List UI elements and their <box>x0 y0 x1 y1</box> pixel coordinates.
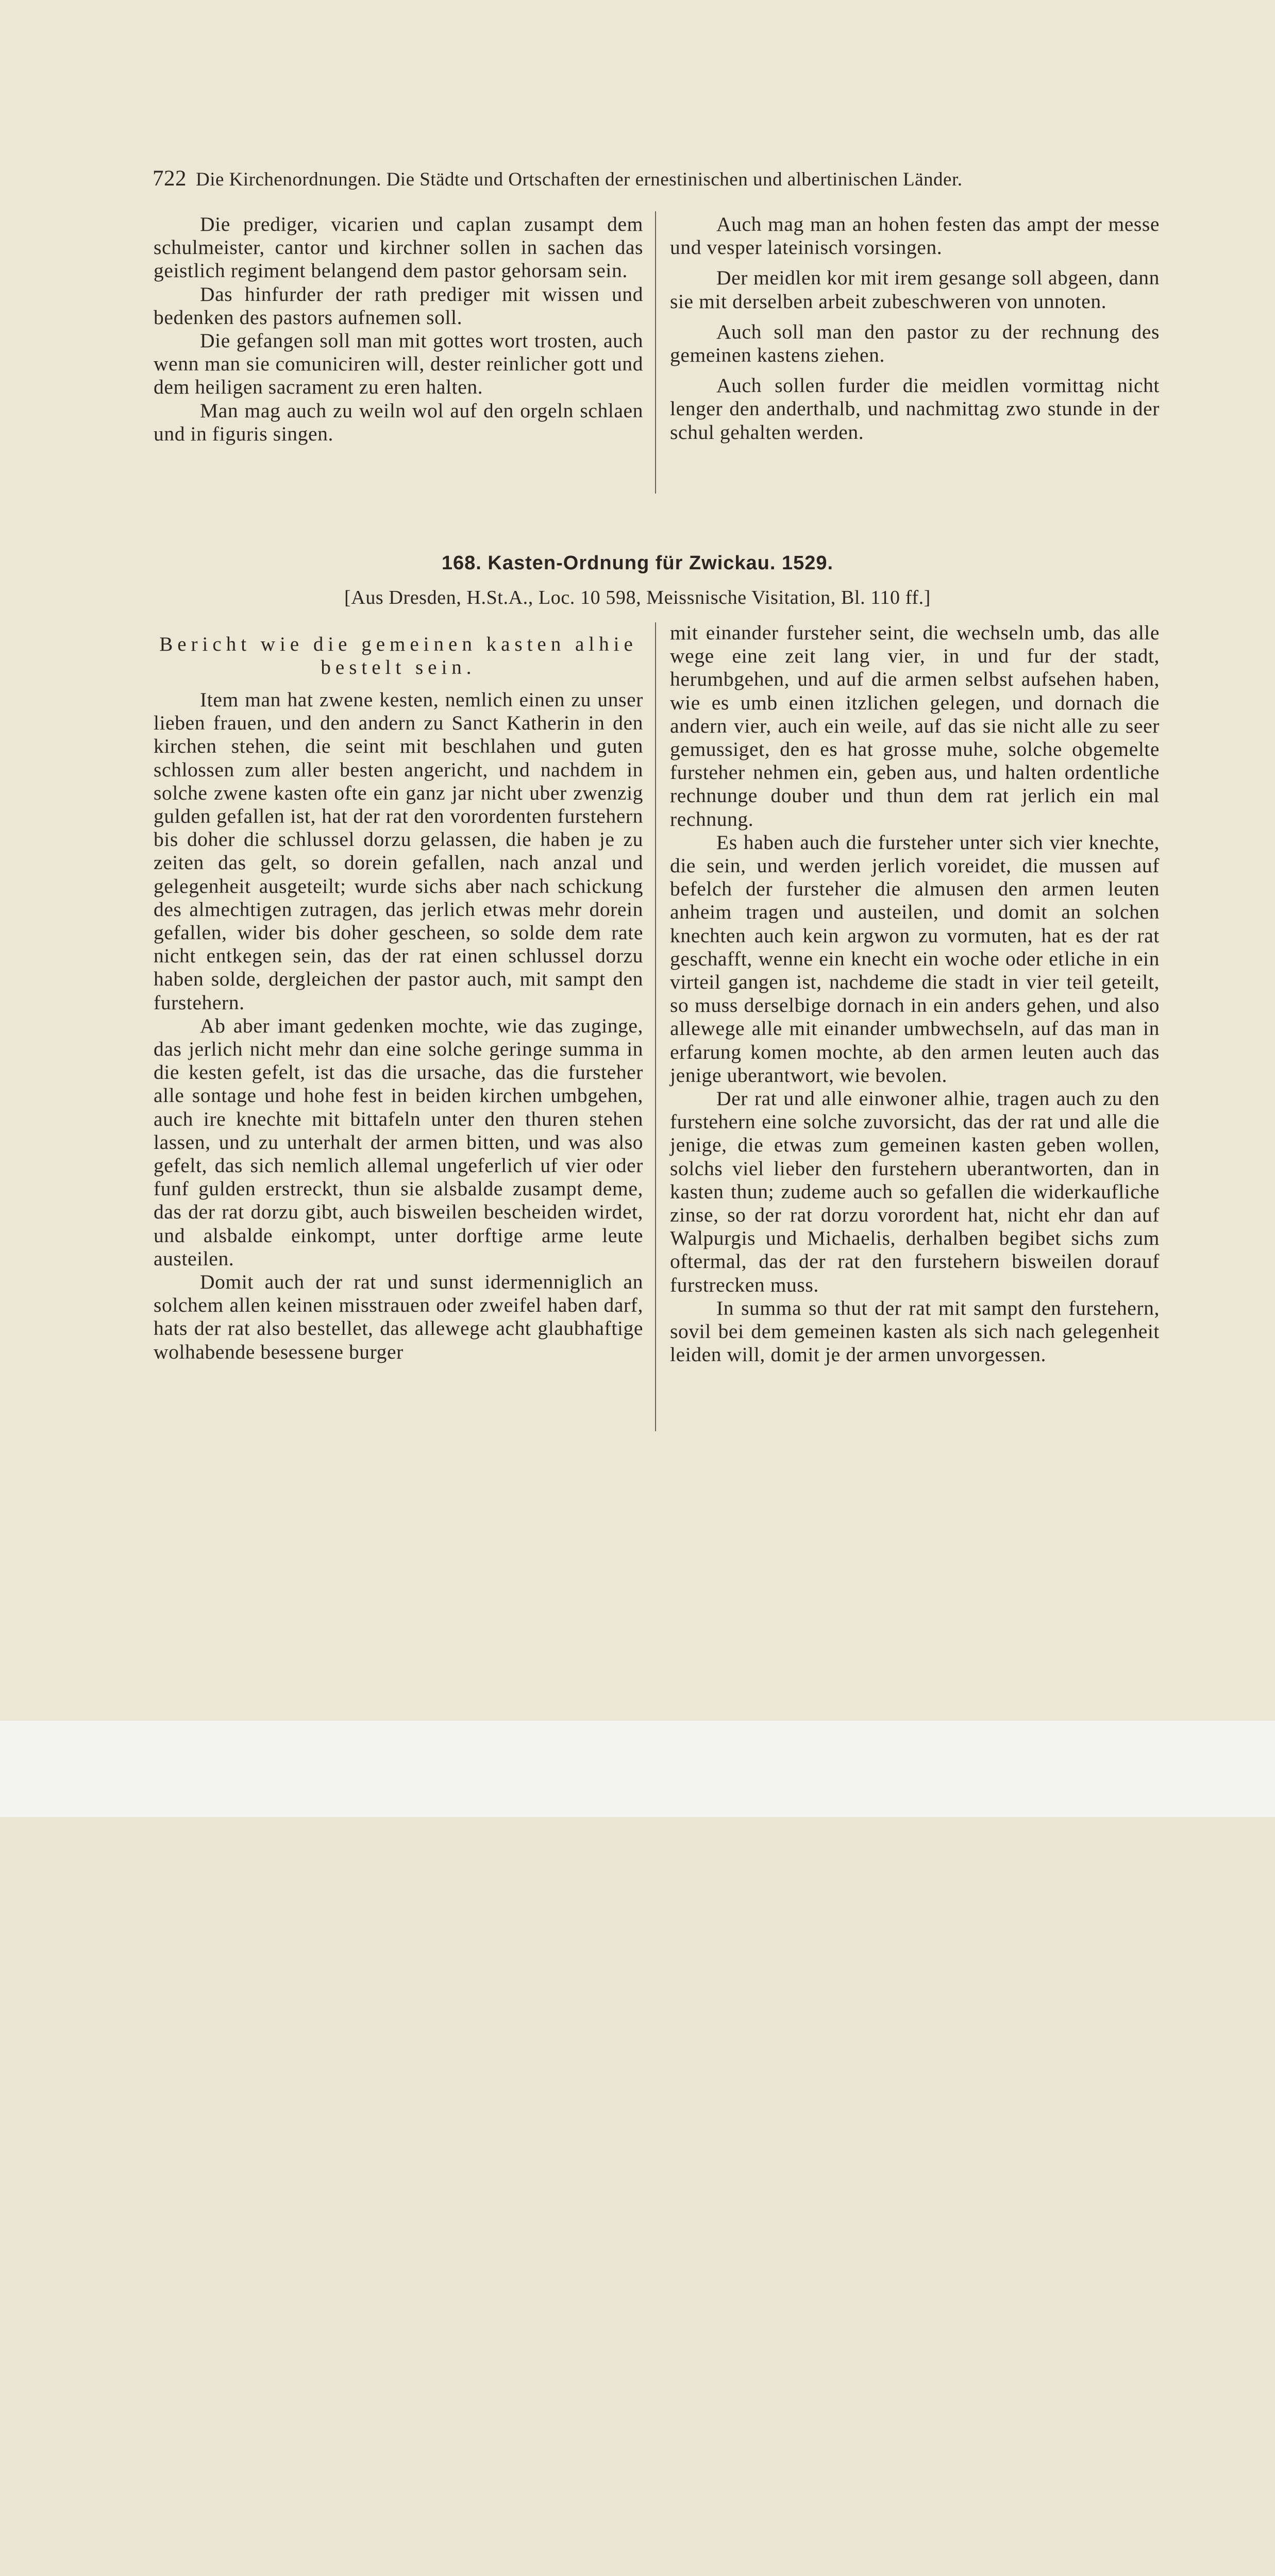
paragraph: Die gefangen soll man mit gottes wort trosten, auch wenn man sie comuniciren will, dester reinlicher gott und dem heiligen sacrament zu eren halten. <box>154 329 643 399</box>
body-left-column <box>154 633 643 1364</box>
section-heading <box>154 633 643 679</box>
paragraph: Auch sollen furder die meidlen vormittag nicht lenger den anderthalb, und nachmittag zwo stunde in der schul gehalten werden. <box>670 374 1160 444</box>
top-right-column <box>670 213 1160 444</box>
paragraph: Ab aber imant gedenken mochte, wie das zuginge, das jerlich nicht mehr dan eine solche geringe summa in die kesten gefelt, ist das die ursache, das die fursteher alle sontage und hohe fest in beiden kirchen umbgehen, auch ire knechte mit bittafeln unter den thuren stehen lassen, und zu unterhalt der armen bitten, und was also gefelt, das sich nemlich allemal ungeferlich uf vier oder funf gulden erstreckt, thun sie alsbalde zusampt deme, das der rat dorzu gibt, auch bisweilen bescheiden wirdet, und alsbalde einkompt, unter dorftige arme leute austeilen. <box>154 1014 643 1270</box>
paragraph: In summa so thut der rat mit sampt den furstehern, sovil bei dem gemeinen kasten als sich nach gelegenheit leiden will, domit je der armen unvorgessen. <box>670 1296 1160 1366</box>
section-source: [Aus Dresden, H.St.A., Loc. 10 598, Meissnische Visitation, Bl. 110 ff.] <box>344 587 931 608</box>
viewer-footer <box>0 1721 1275 1817</box>
paragraph: Item man hat zwene kesten, nemlich einen zu unser lieben frauen, und den andern zu Sanct Katherin in den kirchen stehen, die seint mit beschlahen und guten schlossen zum aller besten angericht, und nachdem in solche zwene kasten ofte ein ganz jar nicht uber zwenzig gulden gefallen ist, hat der rat den vorordenten furstehern bis doher die schlussel dorzu gelassen, die haben je zu zeiten das gelt, so dorein gefallen, nach anzal und gelegenheit ausgeteilt; wurde sichs aber nach schickung des almechtigen zutragen, das jerlich etwas mehr dorein gefallen, wider bis doher gescheen, so solde dem rate nicht entkegen sein, das der rat einen schlussel dorzu haben solde, dergleichen der pastor auch, mit sampt den furstehern. <box>154 688 643 1014</box>
paragraph: Man mag auch zu weiln wol auf den orgeln schlaen und in figuris singen. <box>154 399 643 445</box>
paragraph: Der rat und alle einwoner alhie, tragen auch zu den furstehern eine solche zuvorsicht, das der rat und alle die jenige, die etwas zum gemeinen kasten geben wollen, solchs viel lieber den furstehern uberantworten, dan in kasten thun; zudeme auch so gefallen die widerkaufliche zinse, so der rat dorzu vorordent hat, nicht ehr dan auf Walpurgis und Michaelis, derhalben begibet sichs zum oftermal, das der rat den furstehern bisweilen dorauf furstrecken muss. <box>670 1087 1160 1296</box>
top-left-column <box>154 213 643 446</box>
section-title: 168. Kasten-Ordnung für Zwickau. 1529. <box>441 552 834 574</box>
body-right-column <box>670 621 1160 1367</box>
paragraph: Auch mag man an hohen festen das ampt der messe und vesper lateinisch vorsingen. <box>670 213 1160 259</box>
paragraph: Es haben auch die fursteher unter sich vier knechte, die sein, und werden jerlich voreidet, die mussen auf befelch der fursteher die almusen den armen leuten anheim tragen und austeilen, und domit an solchen knechten auch kein argwon zu vormuten, hat es der rat geschafft, wenne ein knecht ein woche oder etliche in ein virteil gangen ist, nachdeme die stadt in vier teil geteilt, so muss derselbige dornach in ein anders gehen, und also allewege alle mit einander umbwechseln, auf das man in erfarung komen mochte, ab den armen leuten auch das jenige uberantwort, wie bevolen. <box>670 831 1160 1087</box>
column-divider <box>655 211 656 494</box>
paragraph: Domit auch der rat und sunst idermenniglich an solchem allen keinen misstrauen oder zweifel haben darf, hats der rat also bestellet, das allewege acht glaubhaftige wolhabende besessene burger <box>154 1270 643 1363</box>
paragraph: Die prediger, vicarien und caplan zusampt dem schulmeister, cantor und kirchner sollen in sachen das geistlich regiment belangend dem pastor gehorsam sein. <box>154 213 643 282</box>
paragraph: mit einander fursteher seint, die wechseln umb, das alle wege eine zeit lang vier, in und fur der stadt, herumbgehen, und auf die armen selbst aufsehen haben, wie es umb einen itzlichen gelegen, und dornach die andern vier, auch ein weile, auf das sie nicht alle zu seer gemussiget, den es hat grosse muhe, solche obgemelte fursteher nehmen ein, geben aus, und halten ordentliche rechnunge douber und thun dem rat jerlich ein mal rechnung. <box>670 621 1160 831</box>
paragraph: Auch soll man den pastor zu der rechnung des gemeinen kastens ziehen. <box>670 320 1160 367</box>
column-divider <box>655 622 656 1431</box>
section-heading-line: bestelt sein. <box>321 656 476 679</box>
running-head <box>153 166 1096 191</box>
paragraph: Der meidlen kor mit irem gesange soll abgeen, dann sie mit derselben arbeit zubeschweren von unnoten. <box>670 266 1160 313</box>
section-heading-line: Bericht wie die gemeinen kasten alhie <box>159 633 638 655</box>
running-title: Die Kirchenordnungen. Die Städte und Ortschaften der ernestinischen und albertinischen Länder. <box>196 169 963 190</box>
page-number: 722 <box>153 166 187 191</box>
paragraph: Das hinfurder der rath prediger mit wissen und bedenken des pastors aufnemen soll. <box>154 282 643 329</box>
